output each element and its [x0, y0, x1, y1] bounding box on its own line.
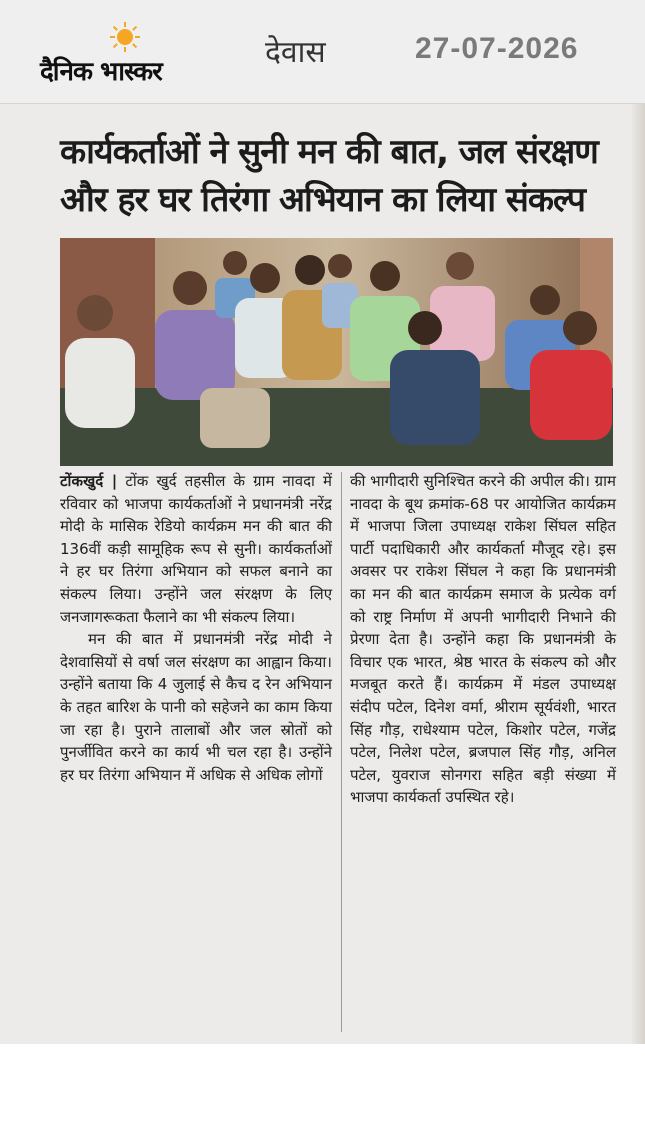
article-dateline: टोंकखुर्द | — [60, 472, 118, 490]
page-footer-space — [0, 1044, 645, 1127]
header-bar — [0, 0, 645, 104]
newspaper-logo[interactable] — [40, 22, 215, 87]
edition-date: 27-07-2026 — [415, 32, 579, 65]
group-photo — [60, 238, 613, 466]
article-column-left — [60, 470, 332, 786]
article-paragraph: मन की बात में प्रधानमंत्री नरेंद्र मोदी ने देशवासियों से वर्षा जल संरक्षण का आह्वान किया। उन्होंने बताया कि 4 जुलाई से कैच द रेन अभियान के तहत बारिश के पानी को सहेजने का काम किया जा रहा है। पुराने तालाबों और जल स्रोतों को पुनर्जीवित करने का कार्य भी चल रहा है। उन्होंने हर घर तिरंगा अभियान में अधिक से अधिक लोगों — [60, 630, 332, 784]
paragraph-text: टोंक खुर्द तहसील के ग्राम नावदा में रविवार को भाजपा कार्यकर्ताओं ने प्रधानमंत्री नरेंद्र मोदी के मासिक रेडियो कार्यक्रम मन की बात की 136वीं कड़ी सामूहिक रूप से सुनी। कार्यकर्ताओं ने हर घर तिरंगा अभियान को सफल बनाने का संकल्प लिया। उन्होंने जल संरक्षण के लिए जनजागरूकता फैलाने का भी संकल्प लिया। — [60, 472, 332, 626]
article-headline: कार्यकर्ताओं ने सुनी मन की बात, जल संरक्षण और हर घर तिरंगा अभियान का लिया संकल्प — [60, 132, 598, 220]
logo-wordmark: दैनिक भास्कर — [40, 57, 162, 87]
article-paragraph — [60, 470, 332, 628]
article-paragraph: की भागीदारी सुनिश्चित करने की अपील की। ग्राम नावदा के बूथ क्रमांक-68 पर आयोजित कार्यक्रम में भाजपा जिला उपाध्यक्ष राकेश सिंघल सहित पार्टी पदाधिकारी और कार्यकर्ता मौजूद रहे। इस अवसर पर राकेश सिंघल ने कहा कि प्रधानमंत्री का मन की बात कार्यक्रम समाज के प्रत्येक वर्ग को राष्ट्र निर्माण में अपनी भागीदारी निभाने की प्रेरणा देता है। उन्होंने कहा कि प्रधानमंत्री के विचार एक भारत, श्रेष्ठ भारत के संकल्प को और मजबूत करते हैं। कार्यक्रम में मंडल उपाध्यक्ष संदीप पटेल, दिनेश वर्मा, श्रीराम सूर्यवंशी, भारत सिंह गौड़, राधेश्याम पटेल, किशोर पटेल, गजेंद्र पटेल, निलेश पटेल, ब्रजपाल सिंह गौड़, अनिल पटेल, युवराज सोनगरा सहित बड़ी संख्या में भाजपा कार्यकर्ता उपस्थित रहे। — [350, 472, 616, 807]
clipping-edge — [632, 104, 645, 1044]
sun-icon — [110, 22, 140, 52]
article-column-right — [350, 470, 616, 809]
edition-city: देवास — [265, 35, 326, 70]
column-divider — [341, 472, 342, 1032]
